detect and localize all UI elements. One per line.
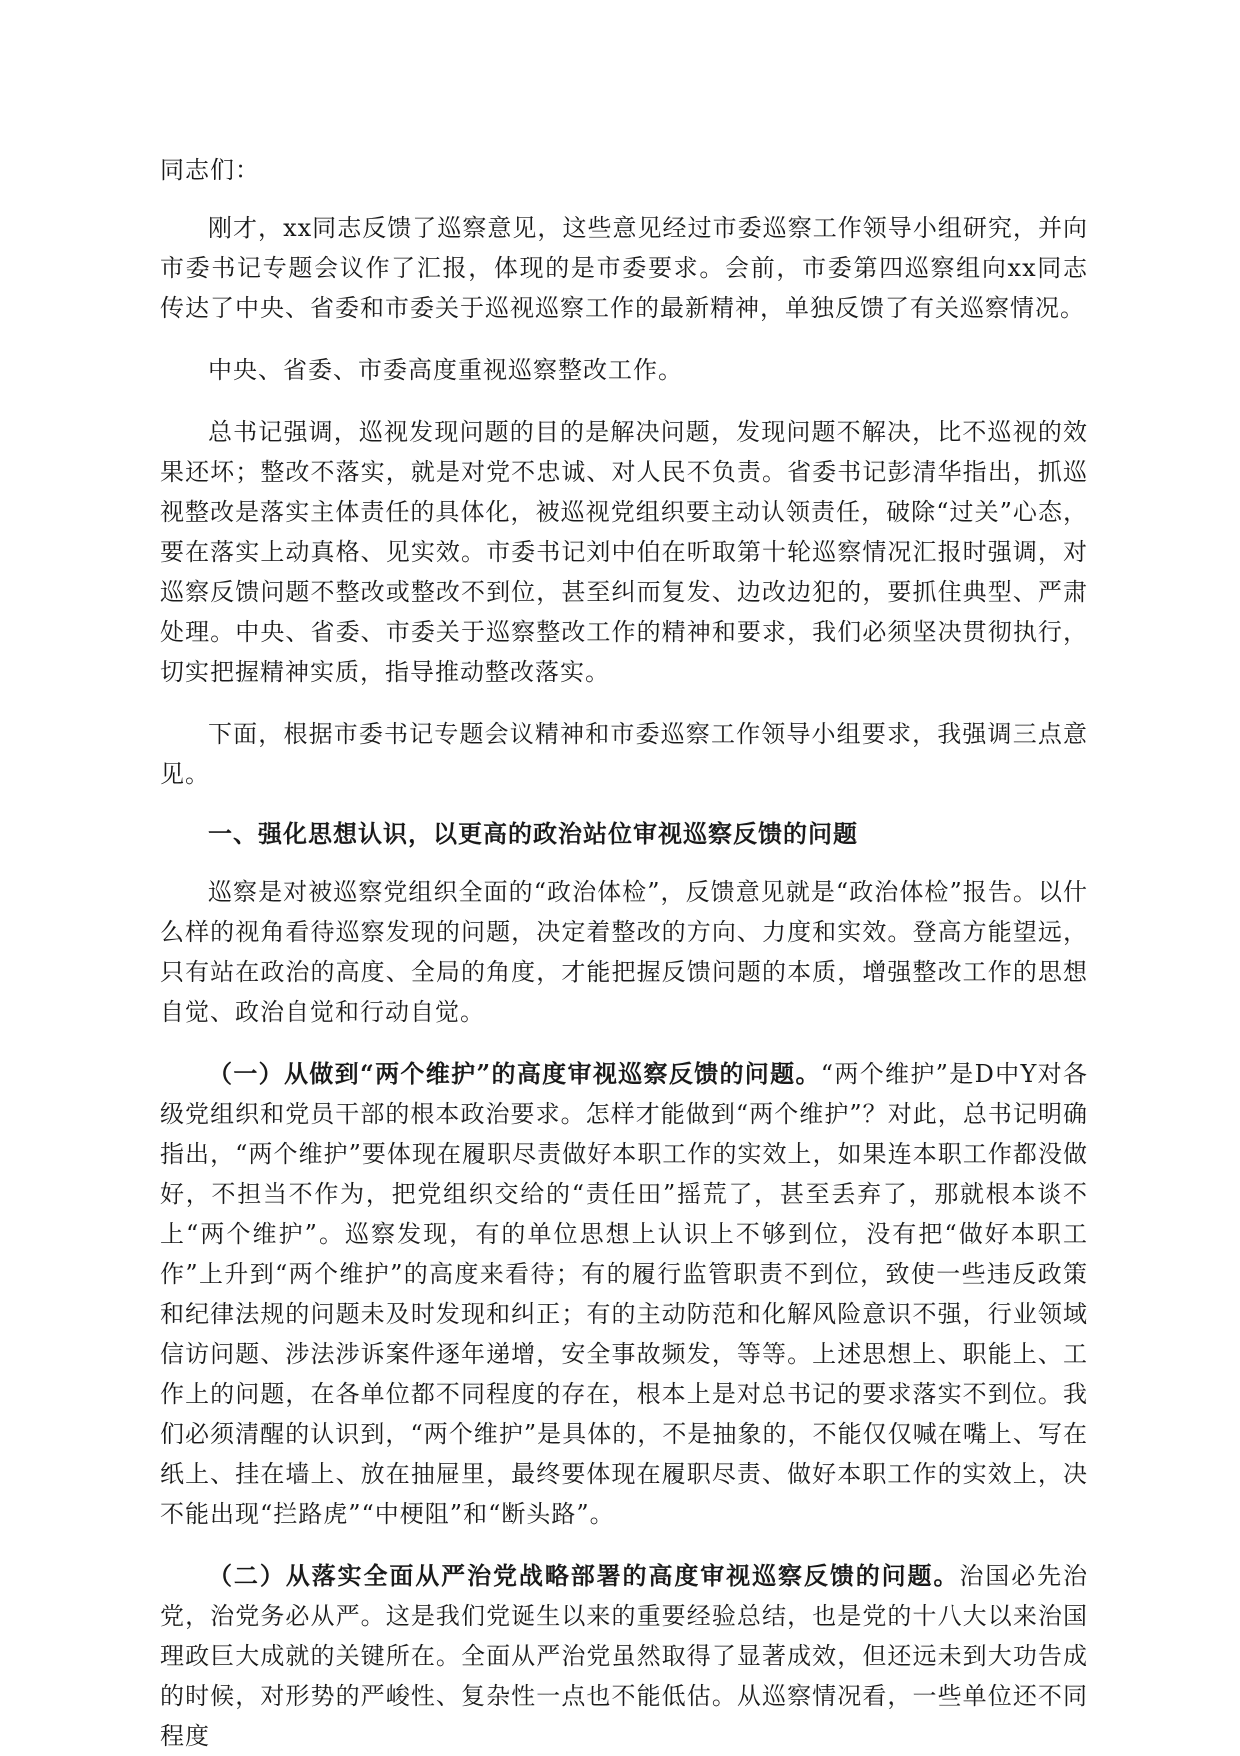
paragraph-opening: 刚才，xx同志反馈了巡察意见，这些意见经过市委巡察工作领导小组研究，并向市委书记专题会议作了汇报，体现的是市委要求。会前，市委第四巡察组向xx同志传达了中央、省委和市委关于巡视巡察工作的最新精神，单独反馈了有关巡察情况。 — [160, 214, 1088, 322]
document-page — [160, 150, 1088, 1756]
subsection-text-1: “两个维护”是D中Y对各级党组织和党员干部的根本政治要求。怎样才能做到“两个维护”？对此，总书记明确指出，“两个维护”要体现在履职尽责做好本职工作的实效上，如果连本职工作都没做好，不担当不作为，把党组织交给的“责任田”摇荒了，甚至丢弃了，那就根本谈不上“两个维护”。巡察发现，有的单位思想上认识上不够到位，没有把“做好本职工作”上升到“两个维护”的高度来看待；有的履行监管职责不到位，致使一些违反政策和纪律法规的问题未及时发现和纠正；有的主动防范和化解风险意识不强，行业领域信访问题、涉法涉诉案件逐年递增，安全事故频发，等等。上述思想上、职能上、工作上的问题，在各单位都不同程度的存在，根本上是对总书记的要求落实不到位。我们必须清醒的认识到，“两个维护”是具体的，不是抽象的，不能仅仅喊在嘴上、写在纸上、挂在墙上、放在抽屉里，最终要体现在履职尽责、做好本职工作的实效上，决不能出现“拦路虎”“中梗阻”和“断头路”。 — [160, 1060, 1089, 1528]
subsection-text-2: 治国必先治党，治党务必从严。这是我们党诞生以来的重要经验总结，也是党的十八大以来治国理政巨大成就的关键所在。全面从严治党虽然取得了显著成效，但还远未到大功告成的时候，对形势的严峻性、复杂性一点也不能低估。从巡察情况看，一些单位还不同程度 — [160, 1562, 1089, 1750]
salutation: 同志们： — [160, 156, 260, 184]
section-intro: 巡察是对被巡察党组织全面的“政治体检”，反馈意见就是“政治体检”报告。以什么样的视角看待巡察发现的问题，决定着整改的方向、力度和实效。登高方能望远，只有站在政治的高度、全局的角度，才能把握反馈问题的本质，增强整改工作的思想自觉、政治自觉和行动自觉。 — [160, 878, 1088, 1026]
section-heading: 一、强化思想认识，以更高的政治站位审视巡察反馈的问题 — [208, 819, 858, 848]
subsection-lead-1: （一）从做到“两个维护”的高度审视巡察反馈的问题。 — [208, 1059, 821, 1088]
subsection-paragraph-2 — [160, 1556, 1088, 1756]
subsection-paragraph-1 — [160, 1054, 1088, 1534]
paragraph-transition: 下面，根据市委书记专题会议精神和市委巡察工作领导小组要求，我强调三点意见。 — [160, 720, 1088, 788]
paragraph-quotes: 总书记强调，巡视发现问题的目的是解决问题，发现问题不解决，比不巡视的效果还坏；整改不落实，就是对党不忠诚、对人民不负责。省委书记彭清华指出，抓巡视整改是落实主体责任的具体化，被巡视党组织要主动认领责任，破除“过关”心态，要在落实上动真格、见实效。市委书记刘中伯在听取第十轮巡察情况汇报时强调，对巡察反馈问题不整改或整改不到位，甚至纠而复发、边改边犯的，要抓住典型、严肃处理。中央、省委、市委关于巡察整改工作的精神和要求，我们必须坚决贯彻执行，切实把握精神实质，指导推动整改落实。 — [160, 418, 1088, 686]
subsection-lead-2: （二）从落实全面从严治党战略部署的高度审视巡察反馈的问题。 — [208, 1561, 960, 1590]
paragraph-emphasis: 中央、省委、市委高度重视巡察整改工作。 — [208, 356, 683, 384]
